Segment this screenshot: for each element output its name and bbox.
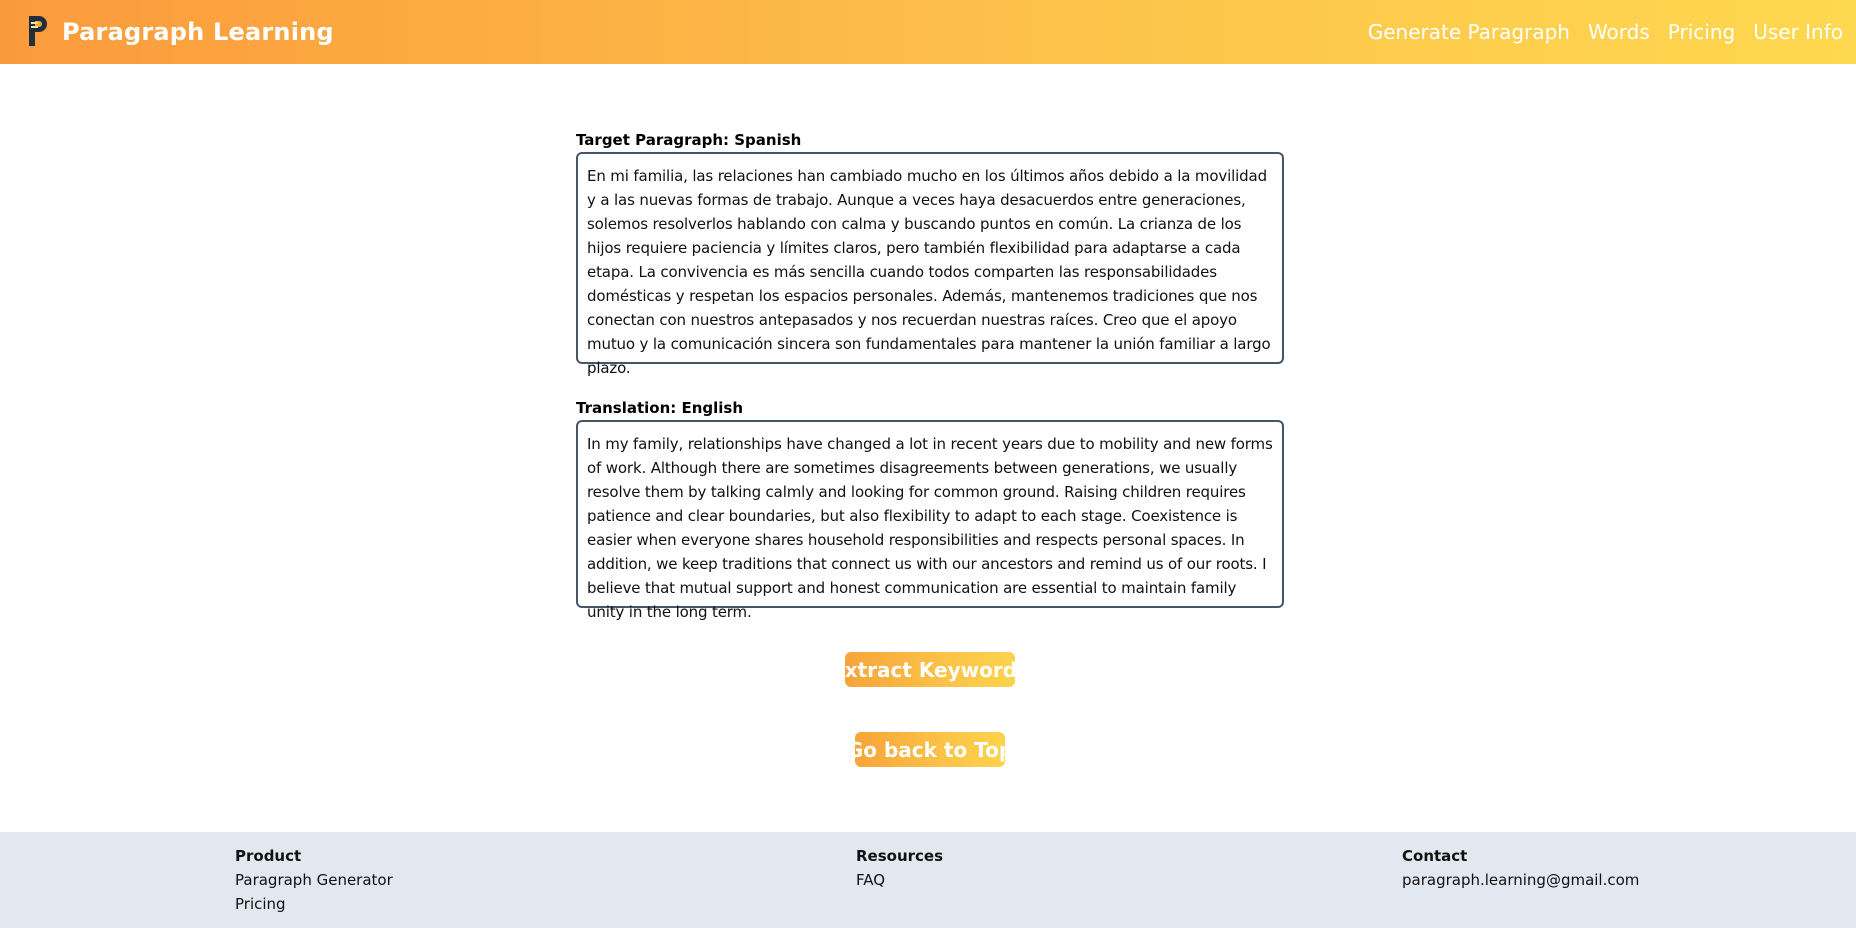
- translation-label: Translation: English: [576, 399, 744, 417]
- footer-contact-title: Contact: [1402, 847, 1468, 865]
- extract-keywords-button[interactable]: Extract Keywords: [845, 652, 1015, 687]
- footer-resources-column: [856, 844, 943, 892]
- footer-resources-title: Resources: [856, 847, 944, 865]
- nav-words[interactable]: Words: [1587, 20, 1650, 44]
- target-paragraph-label: Target Paragraph: Spanish: [576, 131, 802, 149]
- brand-name[interactable]: Paragraph Learning: [62, 18, 334, 46]
- footer-link-faq[interactable]: FAQ: [856, 871, 886, 889]
- main-nav: [1368, 0, 1856, 64]
- footer-product-title: Product: [235, 847, 302, 865]
- translation-box[interactable]: In my family, relationships have changed a lot in recent years due to mobility and new forms of work. Although there are sometimes disagreements between generations, we usually resolve them by talking calmly and looking for common ground. Raising children requires patience and clear boundaries, but also flexibility to adapt to each stage. Coexistence is easier when everyone shares household responsibilities and respects personal spaces. In addition, we keep traditions that connect us with our ancestors and remind us of our roots. I believe that mutual support and honest communication are essential to maintain family unity in the long term.: [576, 420, 1284, 608]
- target-paragraph-box[interactable]: En mi familia, las relaciones han cambiado mucho en los últimos años debido a la movilidad y a las nuevas formas de trabajo. Aunque a veces haya desacuerdos entre generaciones, solemos resolverlos hablando con calma y buscando puntos en común. La crianza de los hijos requiere paciencia y límites claros, pero también flexibilidad para adaptarse a cada etapa. La convivencia es más sencilla cuando todos comparten las responsabilidades domésticas y respetan los espacios personales. Además, mantenemos tradiciones que nos conectan con nuestros antepasados y nos recuerdan nuestras raíces. Creo que el apoyo mutuo y la comunicación sincera son fundamentales para mantener la unión familiar a largo plazo.: [576, 152, 1284, 364]
- footer-link-pricing[interactable]: Pricing: [235, 895, 286, 913]
- logo-icon[interactable]: [26, 14, 50, 48]
- go-back-to-top-button[interactable]: Go back to Top: [855, 732, 1005, 767]
- nav-generate-paragraph[interactable]: Generate Paragraph: [1367, 20, 1570, 44]
- nav-pricing[interactable]: Pricing: [1667, 20, 1736, 44]
- footer-link-paragraph-generator[interactable]: Paragraph Generator: [235, 871, 393, 889]
- footer-contact-column: [1402, 844, 1639, 892]
- footer: [0, 832, 1856, 928]
- top-navbar: [0, 0, 1856, 64]
- footer-contact-email[interactable]: paragraph.learning@gmail.com: [1402, 871, 1640, 889]
- footer-product-column: [235, 844, 393, 916]
- nav-user-info[interactable]: User Info: [1753, 20, 1843, 44]
